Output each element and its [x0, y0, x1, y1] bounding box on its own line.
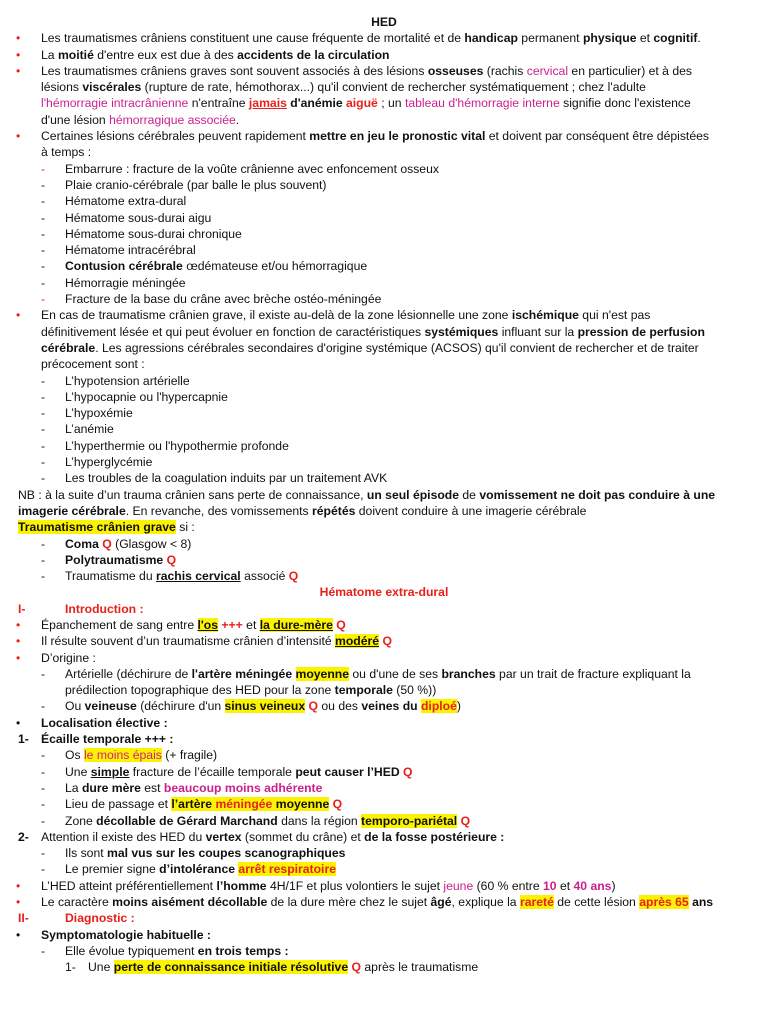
paragraph-line: [0, 79, 768, 95]
text: Embarrure : fracture de la voûte crânienne avec enfoncement osseux: [65, 161, 439, 176]
text: dans la région: [277, 813, 362, 828]
text: Symptomatologie habituelle :: [41, 927, 211, 942]
text: un seul épisode: [366, 487, 460, 502]
text: le moins épais: [83, 748, 162, 763]
bullet-icon: •: [16, 927, 21, 942]
text: . En revanche, des vomissements: [125, 503, 313, 518]
text: moyenne: [272, 797, 330, 812]
text: (rupture de rate, hémothorax...) qu'il convient de rechercher systématiquement ; chez l'adulte: [141, 80, 646, 95]
text: veineuse: [84, 699, 137, 714]
list-item: [0, 226, 768, 242]
paragraph: [0, 47, 768, 63]
text: jamais: [248, 96, 287, 111]
text: Introduction :: [65, 601, 144, 616]
text: L’hypoxémie: [65, 406, 133, 421]
q-marker: Q: [166, 552, 177, 567]
text: d'anémie: [286, 96, 346, 111]
text: Plaie cranio-cérébrale (par balle le plus souvent): [65, 177, 327, 192]
section-number: 1-: [18, 732, 29, 747]
text: Le caractère: [41, 895, 113, 910]
dash-icon: -: [41, 780, 46, 795]
text: est: [140, 780, 164, 795]
text: rareté: [519, 895, 554, 910]
dash-icon: -: [41, 455, 46, 470]
text: ou des: [318, 699, 362, 714]
list-item: [0, 470, 768, 486]
bullet-icon: •: [16, 47, 21, 62]
text: ): [611, 878, 616, 893]
dash-icon: -: [41, 666, 46, 681]
text: NB : à la suite d’un trauma crânien sans perte de connaissance,: [18, 487, 367, 502]
text: diploé: [420, 699, 457, 714]
text: dure mère: [81, 780, 141, 795]
text: œdémateuse et/ou hémorragique: [186, 259, 368, 274]
text: moyenne: [295, 666, 350, 681]
bullet-icon: •: [16, 63, 21, 78]
section-title: Hématome extra-dural: [319, 585, 449, 600]
text: si :: [175, 520, 195, 535]
list-item: [0, 666, 768, 682]
text: 10: [543, 878, 557, 893]
text: temporale: [334, 683, 393, 698]
text: Traumatisme du: [65, 569, 156, 584]
text: Les traumatismes crâniens graves sont souvent associés à des lésions: [41, 63, 428, 78]
text: de la fosse postérieure :: [364, 829, 505, 844]
text: modéré: [335, 634, 380, 649]
list-item: [0, 861, 768, 877]
text: branches: [441, 666, 496, 681]
text: simple: [90, 764, 130, 779]
text: osseuses: [427, 63, 484, 78]
text: pression de perfusion: [577, 324, 705, 339]
text: Zone: [65, 813, 97, 828]
text: Les traumatismes crâniens constituent une cause fréquente de mortalité et de: [41, 31, 465, 46]
paragraph: [0, 650, 768, 666]
text: physique: [582, 31, 637, 46]
list-item: [0, 698, 768, 714]
heading-line: [0, 829, 768, 845]
text: En cas de traumatisme crânien grave, il existe au-delà de la zone lésionnelle une zone: [41, 308, 512, 323]
text: Hématome extra-dural: [65, 194, 187, 209]
bullet-icon: •: [16, 308, 21, 323]
text: prédilection topographique des HED pour la zone: [65, 683, 335, 698]
text: L’HED atteint préférentiellement: [41, 878, 217, 893]
text: décollable de Gérard Marchand: [96, 813, 278, 828]
text: Artérielle (déchirure de: [65, 666, 192, 681]
text: La: [65, 780, 82, 795]
q-marker: Q: [403, 764, 413, 779]
text: imagerie cérébrale: [18, 503, 126, 518]
dash-icon: -: [41, 177, 46, 192]
text: L’hypocapnie ou l'hypercapnie: [65, 389, 228, 404]
dash-icon: -: [41, 764, 46, 779]
dash-icon: -: [41, 846, 46, 861]
paragraph: [0, 30, 768, 46]
text: jeune: [443, 878, 474, 893]
text: , explique la: [451, 895, 520, 910]
dash-icon: -: [41, 210, 46, 225]
text: beaucoup moins adhérente: [163, 780, 323, 795]
text: de la dure mère chez le sujet: [267, 895, 431, 910]
text: vomissement ne doit pas conduire à une: [479, 487, 716, 502]
dash-icon: -: [41, 536, 46, 551]
text: fracture de l’écaille temporale: [129, 764, 296, 779]
text: Hémorragie méningée: [65, 275, 186, 290]
text: vertex: [205, 829, 242, 844]
dash-icon: -: [41, 862, 46, 877]
text: L’hyperglycémie: [65, 455, 153, 470]
text: méningée: [215, 797, 273, 812]
text: Polytraumatisme: [65, 552, 164, 567]
text: cérébrale: [41, 340, 96, 355]
paragraph: [0, 128, 768, 144]
q-marker: Q: [382, 634, 392, 649]
text: l’artère: [171, 797, 216, 812]
dash-icon: -: [41, 275, 46, 290]
dash-icon: -: [41, 813, 46, 828]
text: Ou: [65, 699, 85, 714]
text: âgé: [430, 895, 452, 910]
text: aiguë: [346, 96, 378, 111]
text: Lieu de passage et: [65, 797, 172, 812]
text: (Glasgow < 8): [111, 536, 192, 551]
text: par un trait de fracture expliquant la: [495, 666, 691, 681]
section-number: I-: [18, 601, 26, 616]
list-item: [0, 275, 768, 291]
q-marker: Q: [460, 813, 471, 828]
text: et: [556, 878, 574, 893]
text: . Les agressions cérébrales secondaires d'origine systémique (ACSOS) qu'il convient de rechercher et de traiter: [95, 340, 699, 355]
text: Elle évolue typiquement: [65, 943, 198, 958]
dash-icon: -: [41, 797, 46, 812]
list-item: [0, 454, 768, 470]
text: temporo-pariétal: [361, 813, 458, 828]
text: de cette lésion: [553, 895, 640, 910]
text: ischémique: [511, 308, 579, 323]
text: cervical: [526, 63, 569, 78]
text: Attention il existe des HED du: [41, 829, 206, 844]
text: .: [697, 31, 701, 46]
dash-icon: -: [41, 373, 46, 388]
list-item-line: [0, 682, 768, 698]
list-item: [0, 405, 768, 421]
document-title: HED: [371, 15, 397, 29]
text: (déchirure d'un: [136, 699, 225, 714]
text: après 65: [639, 895, 689, 910]
text: Il résulte souvent d’un traumatisme crânien d’intensité: [41, 634, 336, 649]
text: en trois temps :: [197, 943, 289, 958]
text: Coma: [65, 536, 99, 551]
paragraph-line: [0, 324, 768, 340]
text: L’hyperthermie ou l'hypothermie profonde: [65, 438, 289, 453]
text: D’origine :: [41, 650, 96, 665]
text: moins aisément décollable: [112, 895, 268, 910]
paragraph-line: [0, 340, 768, 356]
list-item: [0, 210, 768, 226]
list-item: [0, 258, 768, 274]
list-item: [0, 389, 768, 405]
list-item: [0, 747, 768, 763]
text: moitié: [57, 47, 94, 62]
list-item: [0, 780, 768, 796]
text: peut causer l’HED: [295, 764, 400, 779]
text: Épanchement de sang entre: [41, 617, 198, 632]
bullet-icon: •: [16, 878, 21, 893]
list-item: [0, 764, 768, 780]
paragraph: [0, 617, 768, 633]
text: d'entre eux est due à des: [93, 47, 238, 62]
text: La: [41, 47, 58, 62]
bullet-icon: •: [16, 634, 21, 649]
dash-icon: -: [41, 699, 46, 714]
text: Une: [65, 764, 91, 779]
text: et: [242, 617, 260, 632]
q-marker: Q: [308, 699, 318, 714]
text: perte de connaissance initiale résolutive: [113, 960, 349, 975]
text: tableau d'hémorragie interne: [404, 96, 560, 111]
dash-icon: -: [41, 259, 46, 274]
text: Les troubles de la coagulation induits par un traitement AVK: [65, 471, 388, 486]
text: la dure-mère: [259, 617, 333, 632]
list-item: [0, 373, 768, 389]
paragraph-line: [0, 112, 768, 128]
text: qui n'est pas: [578, 308, 651, 323]
text: en particulier) et à des: [568, 63, 693, 78]
list-item: [0, 193, 768, 209]
text: influant sur la: [498, 324, 578, 339]
paragraph: [0, 927, 768, 943]
paragraph: [0, 878, 768, 894]
note-line: [0, 503, 768, 519]
text: l'os: [197, 617, 219, 632]
dash-icon: -: [41, 389, 46, 404]
text: (60 % entre: [473, 878, 544, 893]
dash-icon: -: [41, 194, 46, 209]
list-item: [0, 943, 768, 959]
paragraph: [0, 307, 768, 323]
text: hémorragique associée: [109, 112, 236, 127]
text: après le traumatisme: [361, 960, 479, 975]
dash-icon: -: [41, 243, 46, 258]
bullet-icon: •: [16, 129, 21, 144]
section-number: 2-: [18, 829, 29, 844]
note: [0, 487, 768, 503]
text: n'entraîne: [188, 96, 249, 111]
text: Écaille temporale +++ :: [41, 732, 174, 747]
text: viscérales: [82, 80, 142, 95]
text: signifie donc l'existence: [559, 96, 691, 111]
text: et: [636, 31, 654, 46]
list-item: [0, 845, 768, 861]
text: Hématome intracérébral: [65, 243, 196, 258]
text: accidents de la circulation: [237, 47, 390, 62]
dash-icon: -: [41, 552, 46, 567]
q-marker: Q: [332, 797, 343, 812]
text: rachis cervical: [155, 569, 241, 584]
list-item: [0, 796, 768, 812]
text: ans: [688, 895, 714, 910]
paragraph: [0, 894, 768, 910]
text: 4H/1F et plus volontiers le sujet: [266, 878, 444, 893]
dash-icon: -: [41, 292, 46, 307]
paragraph-line: [0, 95, 768, 111]
text: et doivent par conséquent être dépistées: [485, 129, 709, 144]
text: (sommet du crâne) et: [241, 829, 365, 844]
text: doivent conduire à une imagerie cérébrale: [355, 503, 587, 518]
list-item: [0, 421, 768, 437]
text: mettre en jeu le pronostic vital: [309, 129, 486, 144]
list-item: [0, 291, 768, 307]
paragraph: [0, 63, 768, 79]
text: l'hémorragie intracrânienne: [41, 96, 189, 111]
list-item: [0, 959, 768, 975]
text: ou d'une de ses: [349, 666, 442, 681]
text: Traumatisme crânien grave: [18, 520, 176, 535]
bullet-icon: •: [16, 31, 21, 46]
document-page: [0, 14, 768, 976]
text: définitivement lésée et qui peut évoluer en fonction de caractéristiques: [41, 324, 425, 339]
text: ; un: [377, 96, 405, 111]
text: (50 %)): [392, 683, 437, 698]
text: ): [456, 699, 461, 714]
text: permanent: [517, 31, 583, 46]
text: .: [235, 112, 240, 127]
text: veines du: [361, 699, 418, 714]
text: d'une lésion: [41, 112, 110, 127]
bullet-icon: •: [16, 617, 21, 632]
text: Contusion cérébrale: [65, 259, 183, 274]
text: associé: [240, 569, 286, 584]
list-item: [0, 177, 768, 193]
text: Os: [65, 748, 84, 763]
heading-line: [0, 910, 768, 926]
q-marker: Q: [336, 617, 346, 632]
text: sinus veineux: [224, 699, 306, 714]
text: L’hypotension artérielle: [65, 373, 190, 388]
text: Ils sont: [65, 846, 107, 861]
heading-line: [0, 601, 768, 617]
list-item: [0, 813, 768, 829]
dash-icon: -: [41, 438, 46, 453]
list-item: [0, 242, 768, 258]
text: Fracture de la base du crâne avec brèche ostéo-méningée: [65, 292, 382, 307]
text: d’intolérance: [159, 862, 236, 877]
text: l’homme: [216, 878, 267, 893]
text: Hématome sous-durai aigu: [65, 210, 212, 225]
list-item: [0, 568, 768, 584]
paragraph-line: précocement sont :: [41, 357, 145, 372]
text: systémiques: [424, 324, 499, 339]
text: Certaines lésions cérébrales peuvent rapidement: [41, 129, 310, 144]
dash-icon: -: [41, 226, 46, 241]
text: 40 ans: [573, 878, 612, 893]
text: +++: [218, 617, 243, 632]
dash-icon: -: [41, 943, 46, 958]
text: Diagnostic :: [65, 911, 135, 926]
text: Le premier signe: [65, 862, 160, 877]
q-marker: Q: [102, 536, 112, 551]
text: Une: [88, 960, 114, 975]
text: de: [459, 487, 480, 502]
dash-icon: -: [41, 406, 46, 421]
bullet-icon: •: [16, 895, 21, 910]
q-marker: Q: [351, 960, 361, 975]
bullet-icon: •: [16, 715, 21, 730]
text: arrêt respiratoire: [238, 862, 336, 877]
dash-icon: -: [41, 569, 46, 584]
text: handicap: [464, 31, 518, 46]
list-item: [0, 438, 768, 454]
heading-line: [0, 519, 768, 535]
dash-icon: -: [41, 161, 46, 176]
list-item: [0, 552, 768, 568]
heading-line: [0, 731, 768, 747]
text: cognitif: [653, 31, 698, 46]
paragraph: [0, 715, 768, 731]
dash-icon: -: [41, 748, 46, 763]
text: (+ fragile): [161, 748, 218, 763]
dash-icon: -: [41, 422, 46, 437]
dash-icon: -: [41, 471, 46, 486]
bullet-icon: •: [16, 650, 21, 665]
list-item: [0, 536, 768, 552]
section-number: II-: [18, 911, 29, 926]
text: répétés: [312, 503, 356, 518]
paragraph: [0, 633, 768, 649]
text: (rachis: [483, 63, 527, 78]
text: Localisation élective :: [41, 715, 168, 730]
text: lésions: [41, 80, 83, 95]
q-marker: Q: [288, 569, 299, 584]
text: l'artère méningée: [191, 666, 296, 681]
list-item: [0, 161, 768, 177]
text: mal vus sur les coupes scanographiques: [107, 846, 346, 861]
text: Hématome sous-durai chronique: [65, 226, 242, 241]
text: L’anémie: [65, 422, 114, 437]
paragraph-line: à temps :: [41, 145, 92, 160]
item-number: 1-: [65, 960, 76, 975]
